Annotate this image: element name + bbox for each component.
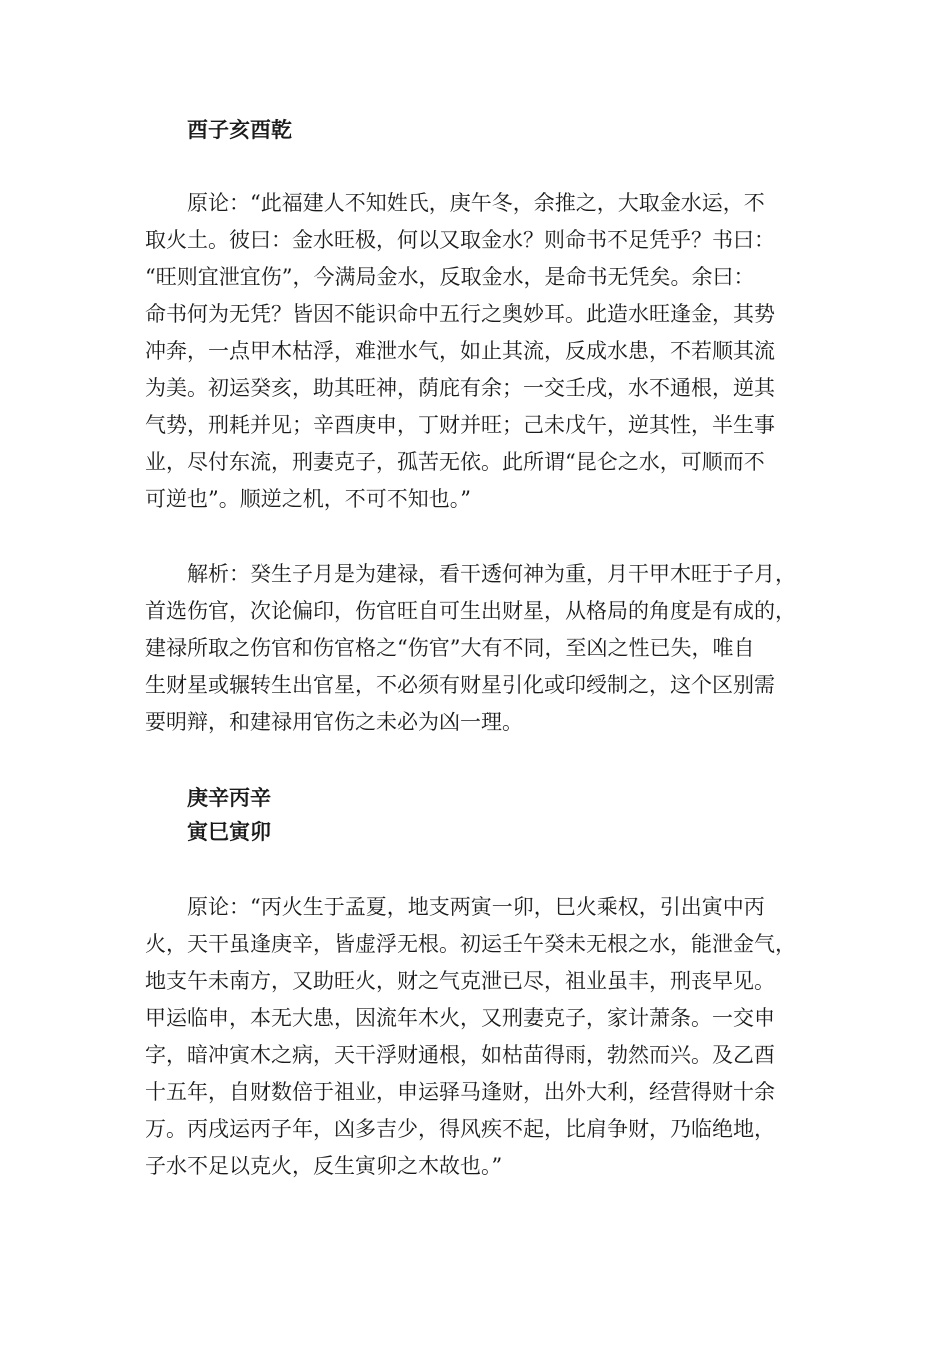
text-line: “旺则宜泄宜伤”，今满局金水，反取金水，是命书无凭矣。余曰： [145,265,755,289]
text-line: 首选伤官，次论偏印，伤官旺自可生出财星，从格局的角度是有成的， [145,599,796,623]
heading-line: 庚辛丙辛 [187,785,271,810]
text-line: 原论：“丙火生于孟夏，地支两寅一卯，巳火乘权，引出寅中丙 [187,895,765,919]
text-line: 要明辩，和建禄用官伤之未必为凶一理。 [145,710,523,734]
text-line: 业，尽付东流，刑妻克子，孤苦无依。此所谓“昆仑之水，可顺而不 [145,450,765,474]
text-line: 取火土。彼曰：金水旺极，何以又取金水？则命书不足凭乎？书曰： [145,228,775,252]
heading-chart-2 [145,781,271,849]
paragraph-original-1 [145,185,810,518]
text-line: 子水不足以克火，反生寅卯之木故也。” [145,1154,503,1178]
text-line: 建禄所取之伤官和伤官格之“伤官”大有不同，至凶之性已失，唯自 [145,636,755,660]
paragraph-analysis-1 [145,556,810,741]
text-line: 命书何为无凭？皆因不能识命中五行之奥妙耳。此造水旺逢金，其势 [145,302,775,326]
text-line: 地支午未南方，又助旺火，财之气克泄已尽，祖业虽丰，刑丧早见。 [145,969,775,993]
text-line: 甲运临申，本无大患，因流年木火，又刑妻克子，家计萧条。一交申 [145,1006,775,1030]
text-line: 冲奔，一点甲木枯浮，难泄水气，如止其流，反成水患，不若顺其流 [145,339,775,363]
text-line: 气势，刑耗并见；辛酉庚申，丁财并旺；己未戊午，逆其性，半生事 [145,413,775,437]
heading-chart-1 [145,113,292,147]
text-line: 十五年，自财数倍于祖业，申运驿马逢财，出外大利，经营得财十余 [145,1080,775,1104]
text-line: 万。丙戌运丙子年，凶多吉少，得风疾不起，比肩争财，乃临绝地， [145,1117,775,1141]
text-line: 生财星或辗转生出官星，不必须有财星引化或印绶制之，这个区别需 [145,673,775,697]
heading-line: 酉子亥酉乾 [187,117,292,142]
text-line: 为美。初运癸亥，助其旺神，荫庇有余；一交壬戌，水不通根，逆其 [145,376,775,400]
text-line: 可逆也”。顺逆之机，不可不知也。” [145,487,471,511]
text-line: 火，天干虽逢庚辛，皆虚浮无根。初运壬午癸未无根之水，能泄金气， [145,932,796,956]
text-line: 字，暗冲寅木之病，天干浮财通根，如枯苗得雨，勃然而兴。及乙酉 [145,1043,775,1067]
heading-line: 寅巳寅卯 [187,819,271,844]
text-line: 原论：“此福建人不知姓氏，庚午冬，余推之，大取金水运，不 [187,191,765,215]
text-line: 解析：癸生子月是为建禄，看干透何神为重，月干甲木旺于子月， [187,562,796,586]
paragraph-original-2 [145,889,810,1185]
